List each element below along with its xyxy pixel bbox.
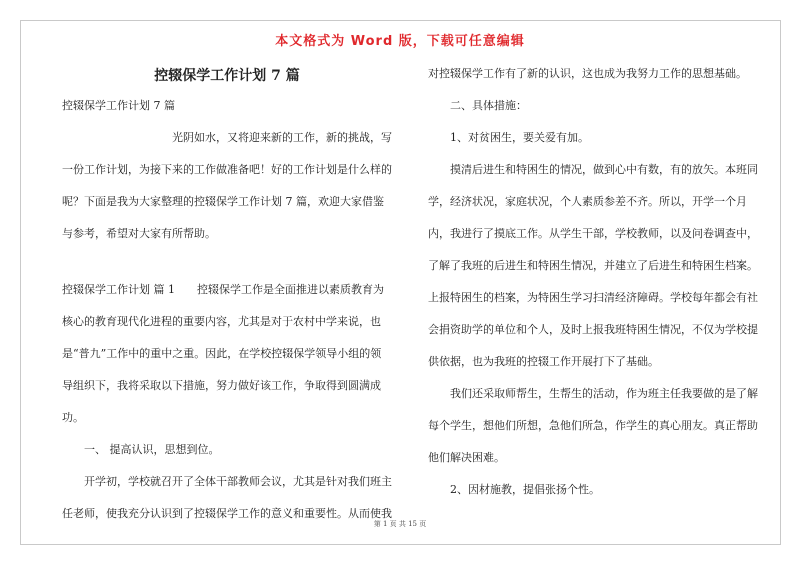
section-heading-1: 一、 提高认识，思想到位。 (84, 443, 220, 456)
right-column (428, 58, 762, 506)
page-number: 第 1 页 共 15 页 (373, 520, 427, 528)
intro-paragraph: 光阴如水，又将迎来新的工作，新的挑战，写一份工作计划，为接下来的工作做准备吧！好的工作计划是什么样的呢？下面是我为大家整理的控辍保学工作计划 7 篇，欢迎大家借鉴与参考，希望对大家有所帮助。 (62, 131, 392, 240)
plan-1-paragraph: 控辍保学工作计划 篇 1 控辍保学工作是全面推进以素质教育为核心的教育现代化进程的重要内容，尤其是对于农村中学来说，也是“普九”工作中的重中之重。因此，在学校控辍保学领导小组的领导组织下，我将采取以下措施，努力做好该工作，争取得到圆满成功。 (62, 283, 384, 424)
subheading-1: 1、对贫困生，要关爱有加。 (450, 131, 589, 144)
paragraph-4: 我们还采取师帮生，生帮生的活动，作为班主任我要做的是了解每个学生，想他们所想，急他们所急，作学生的真心朋友。真正帮助他们解决困难。 (428, 387, 758, 464)
section-heading-2: 二、具体措施： (450, 99, 527, 112)
document-subtitle: 控辍保学工作计划 7 篇 (62, 99, 175, 112)
paragraph-2: 开学初，学校就召开了全体干部教师会议，尤其是针对我们班主任老师，使我充分认识到了控辍保学工作的意义和重要性。从而使我 (62, 475, 392, 520)
paragraph-3: 摸清后进生和特困生的情况，做到心中有数，有的放矢。本班同学，经济状况，家庭状况，个人素质参差不齐。所以，开学一个月内，我进行了摸底工作。从学生干部，学校教师，以及问卷调查中，了解了我班的后进生和特困生情况，并建立了后进生和特困生档案。上报特困生的档案，为特困生学习扫清经济障碍。学校每年都会有社会捐资助学的单位和个人，及时上报我班特困生情况，不仅为学校提供依据，也为我班的控辍工作开展打下了基础。 (428, 163, 758, 368)
left-column (62, 60, 392, 530)
paragraph-continuation: 对控辍保学工作有了新的认识，这也成为我努力工作的思想基础。 (428, 67, 747, 80)
subheading-2: 2、因材施教，提倡张扬个性。 (450, 483, 600, 496)
format-banner: 本文格式为 Word 版，下载可任意编辑 (275, 34, 525, 49)
document-title: 控辍保学工作计划 7 篇 (154, 68, 300, 84)
